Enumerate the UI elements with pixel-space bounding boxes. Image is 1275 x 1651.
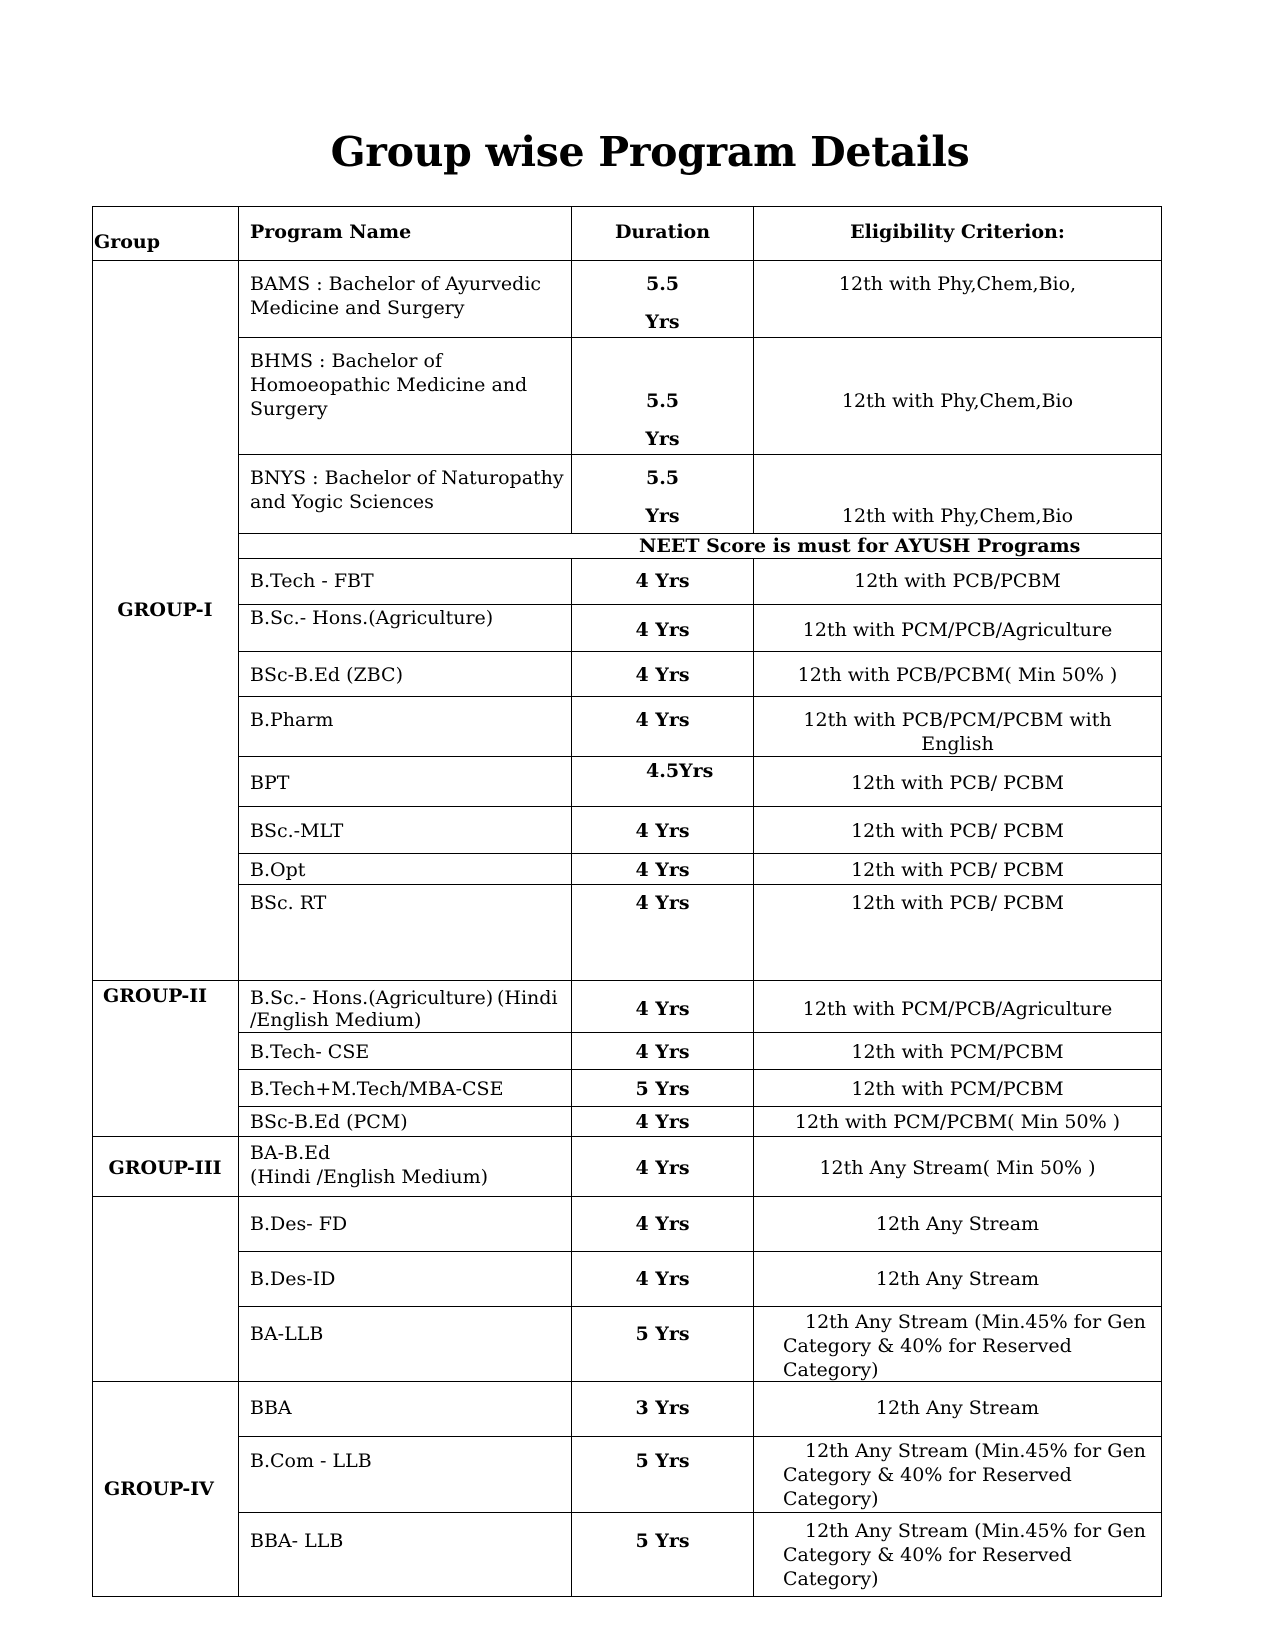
eligibility-value-line2: Category & 40% for Reserved: [783, 1544, 1072, 1566]
program-name: B.Sc.- Hons.(Agriculture): [250, 987, 494, 1009]
eligibility-value: 12th with PCB/PCBM( Min 50% ): [797, 664, 1118, 686]
program-name: BSc.-MLT: [250, 820, 344, 842]
program-name: B.Pharm: [250, 709, 334, 731]
group-blank-cell: [92, 1196, 239, 1382]
duration-value: 5 Yrs: [635, 1450, 690, 1472]
header-duration: Duration: [614, 221, 711, 243]
program-name: BAMS : Bachelor of Ayurvedic Medicine and Surgery: [250, 273, 542, 319]
program-name: BBA- LLB: [250, 1530, 344, 1552]
eligibility-value: 12th with PCB/ PCBM: [851, 892, 1064, 914]
duration-value: 4 Yrs: [635, 664, 690, 686]
eligibility-value: 12th with PCB/PCBM: [854, 570, 1061, 592]
program-name: BNYS : Bachelor of Naturopathy and Yogic Sciences: [250, 467, 564, 513]
eligibility-value-line3: Category): [783, 1568, 879, 1590]
eligibility-value-line2: Category & 40% for Reserved: [783, 1464, 1072, 1486]
eligibility-value: 12th with PCM/PCBM: [851, 1078, 1064, 1100]
row-divider: [571, 1512, 754, 1597]
eligibility-value: 12th with PCB/ PCBM: [851, 820, 1064, 842]
duration-value: 5 Yrs: [635, 1323, 690, 1345]
program-name: BA-LLB: [250, 1323, 324, 1345]
eligibility-value-line2: Category & 40% for Reserved: [783, 1335, 1072, 1357]
duration-value: 5.5: [645, 273, 680, 295]
duration-value: 4 Yrs: [635, 820, 690, 842]
eligibility-value: 12th with PCB/ PCBM: [851, 772, 1064, 794]
group-1-label: GROUP-I: [117, 599, 213, 621]
program-name: BA-B.Ed: [250, 1142, 331, 1164]
eligibility-value-line2: English: [921, 733, 994, 755]
eligibility-value: 12th Any Stream (Min.45% for Gen: [805, 1440, 1146, 1462]
eligibility-value: 12th with Phy,Chem,Bio: [841, 390, 1074, 412]
eligibility-value: 12th Any Stream (Min.45% for Gen: [805, 1520, 1146, 1542]
duration-value: 4 Yrs: [635, 892, 690, 914]
program-name: B.Com - LLB: [250, 1450, 372, 1472]
duration-value: 4 Yrs: [635, 1157, 690, 1179]
duration-value: 4 Yrs: [635, 1268, 690, 1290]
eligibility-value: 12th with PCM/PCBM( Min 50% ): [794, 1111, 1121, 1133]
duration-value: 4 Yrs: [635, 998, 690, 1020]
eligibility-value: 12th with PCM/PCB/Agriculture: [802, 619, 1113, 641]
eligibility-value: 12th with PCM/PCBM: [851, 1041, 1064, 1063]
eligibility-value: 12th with Phy,Chem,Bio,: [838, 273, 1077, 295]
duration-value: 5.5: [645, 467, 680, 489]
group-4-label: GROUP-IV: [104, 1478, 214, 1500]
program-name: BSc-B.Ed (PCM): [250, 1111, 408, 1133]
eligibility-value: 12th Any Stream( Min 50% ): [819, 1157, 1096, 1179]
program-name-line2: (Hindi /English Medium): [250, 1166, 489, 1188]
duration-unit: Yrs: [645, 311, 680, 333]
program-name: BSc-B.Ed (ZBC): [250, 664, 403, 686]
program-name: B.Opt: [250, 859, 306, 881]
program-name: BHMS : Bachelor of Homoeopathic Medicine and Surgery: [250, 350, 528, 420]
program-name: B.Tech - FBT: [250, 570, 374, 592]
eligibility-value: 12th Any Stream: [875, 1397, 1040, 1419]
header-eligibility: Eligibility Criterion:: [850, 221, 1065, 243]
program-name: B.Des- FD: [250, 1213, 348, 1235]
eligibility-value-line3: Category): [783, 1488, 879, 1510]
duration-value: 4 Yrs: [635, 1213, 690, 1235]
duration-value: 4 Yrs: [635, 619, 690, 641]
program-name: BPT: [250, 772, 290, 794]
duration-unit: Yrs: [645, 505, 680, 527]
header-program: Program Name: [250, 221, 412, 243]
eligibility-value: 12th with Phy,Chem,Bio: [841, 505, 1074, 527]
program-name: B.Tech+M.Tech/MBA-CSE: [250, 1078, 504, 1100]
program-name: B.Sc.- Hons.(Agriculture): [250, 607, 494, 629]
eligibility-value: 12th with PCB/ PCBM: [851, 859, 1064, 881]
eligibility-value: 12th Any Stream: [875, 1268, 1040, 1290]
eligibility-value: 12th with PCB/PCM/PCBM with: [803, 709, 1112, 731]
program-table: [92, 206, 1161, 1597]
row-divider: [571, 1436, 754, 1513]
header-group: Group: [94, 231, 161, 253]
duration-value: 5 Yrs: [635, 1078, 690, 1100]
program-name: B.Des-ID: [250, 1268, 336, 1290]
program-name-medium: (Hindi: [497, 987, 558, 1009]
duration-value: 4 Yrs: [635, 1111, 690, 1133]
eligibility-value: 12th Any Stream: [875, 1213, 1040, 1235]
program-name-line2: /English Medium): [250, 1009, 422, 1031]
program-name: B.Tech- CSE: [250, 1041, 370, 1063]
duration-value: 4 Yrs: [635, 570, 690, 592]
program-name: BBA: [250, 1397, 292, 1419]
eligibility-value-line3: Category): [783, 1359, 879, 1381]
duration-value: 4 Yrs: [635, 859, 690, 881]
duration-value: 4.5Yrs: [646, 760, 714, 782]
duration-unit: Yrs: [645, 428, 680, 450]
group-3-label: GROUP-III: [108, 1157, 222, 1179]
eligibility-value: 12th with PCM/PCB/Agriculture: [802, 998, 1113, 1020]
duration-value: 4 Yrs: [635, 1041, 690, 1063]
eligibility-value: 12th Any Stream (Min.45% for Gen: [805, 1311, 1146, 1333]
duration-value: 4 Yrs: [635, 709, 690, 731]
duration-value: 5.5: [645, 390, 680, 412]
duration-value: 5 Yrs: [635, 1530, 690, 1552]
page-title: Group wise Program Details: [330, 128, 970, 176]
neet-note: NEET Score is must for AYUSH Programs: [639, 535, 1081, 557]
duration-value: 3 Yrs: [635, 1397, 690, 1419]
group-2-label: GROUP-II: [103, 985, 208, 1007]
program-name: BSc. RT: [250, 892, 327, 914]
